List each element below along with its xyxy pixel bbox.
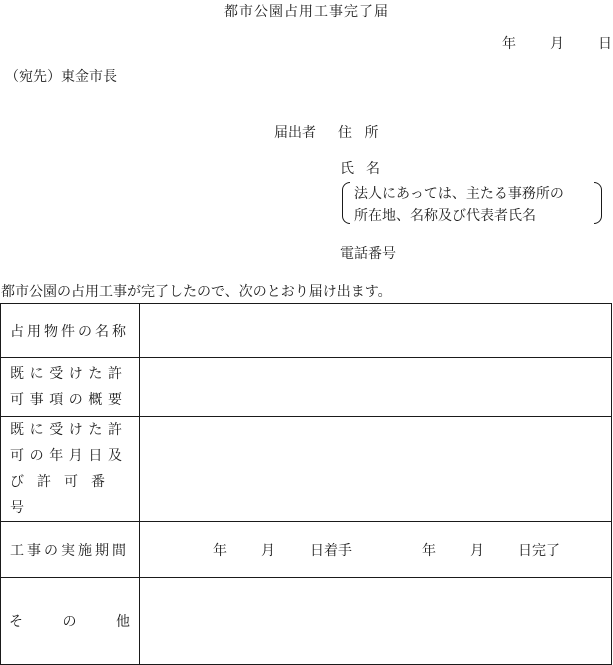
occupied-object-name-field[interactable] bbox=[140, 304, 612, 358]
construction-period-label: 工事の実施期間 bbox=[10, 542, 129, 559]
intro-statement: 都市公園の占用工事が完了したので、次のとおり届け出ます。 bbox=[1, 284, 392, 300]
left-bracket bbox=[342, 182, 350, 224]
phone-label: 電話番号 bbox=[340, 246, 396, 262]
construction-period-field[interactable] bbox=[140, 522, 612, 578]
period-start-day: 日着手 bbox=[310, 542, 352, 559]
corporation-note bbox=[340, 182, 606, 224]
date-month: 月 bbox=[550, 36, 564, 52]
permit-summary-field[interactable] bbox=[140, 358, 612, 417]
period-end-day: 日完了 bbox=[518, 542, 560, 559]
table-row bbox=[1, 417, 612, 522]
address-label: 住 所 bbox=[338, 125, 383, 141]
permit-date-number-field[interactable] bbox=[140, 417, 612, 522]
corporation-note-line-2: 所在地、名称及び代表者氏名 bbox=[354, 208, 536, 224]
table-row bbox=[1, 358, 612, 417]
period-start-month: 月 bbox=[261, 542, 275, 559]
date-day: 日 bbox=[598, 36, 612, 52]
period-end-year: 年 bbox=[422, 542, 436, 559]
notifier-label: 届出者 bbox=[274, 125, 316, 141]
table-row bbox=[1, 578, 612, 665]
other-field[interactable] bbox=[140, 578, 612, 665]
addressee: （宛先）東金市長 bbox=[5, 69, 117, 85]
corporation-note-line-1: 法人にあっては、主たる事務所の bbox=[354, 186, 564, 202]
document-title: 都市公園占用工事完了届 bbox=[224, 4, 389, 20]
date-year: 年 bbox=[502, 36, 516, 52]
name-label: 氏名 bbox=[340, 161, 392, 177]
table-row bbox=[1, 304, 612, 358]
period-end-month: 月 bbox=[470, 542, 484, 559]
date-line bbox=[502, 37, 612, 51]
occupied-object-name-label: 占用物件の名称 bbox=[10, 323, 129, 340]
other-label: そ の 他 bbox=[9, 614, 130, 630]
completion-form-table bbox=[0, 303, 612, 665]
right-bracket bbox=[594, 182, 602, 224]
period-start-year: 年 bbox=[213, 542, 227, 559]
permit-summary-label: 既に受けた許 可事項の概要 bbox=[10, 366, 128, 408]
table-row bbox=[1, 522, 612, 578]
permit-date-number-label: 既に受けた許 可の年月日及 び許可番号 bbox=[10, 422, 128, 516]
